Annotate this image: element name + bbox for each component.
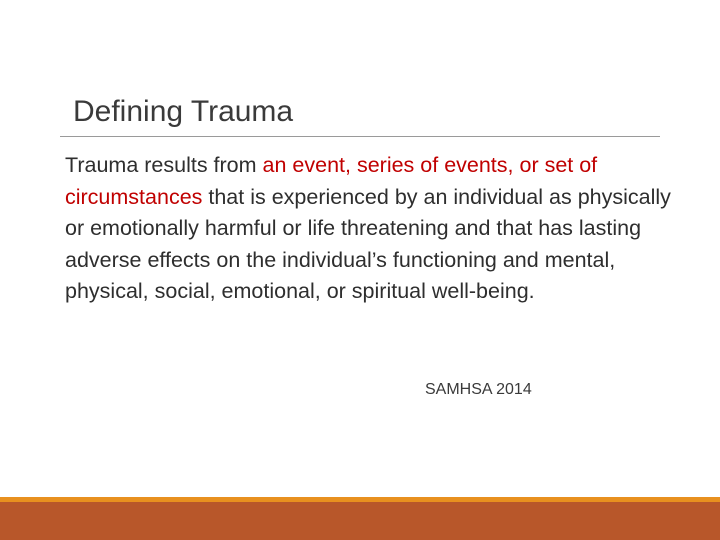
definition-paragraph xyxy=(65,150,675,308)
source-citation: SAMHSA 2014 xyxy=(425,381,532,398)
footer-bar xyxy=(0,502,720,540)
definition-text-start: Trauma results from xyxy=(65,153,263,177)
definition-text-end: that is experienced by an individual as physically or emotionally harmful or life threatening and that has lasting adverse effects on the individual’s functioning and mental, physical, social, emotional, or spiritual well-being. xyxy=(65,184,671,303)
slide-title: Defining Trauma xyxy=(73,95,294,128)
definition-highlight: an event, series of events, or set of circumstances xyxy=(65,153,598,209)
title-divider xyxy=(60,136,660,137)
